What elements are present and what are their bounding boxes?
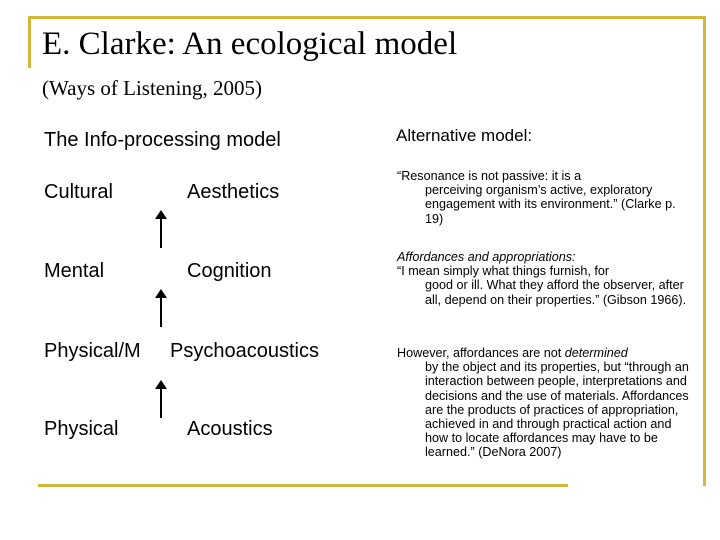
frame-bottom-line [38, 484, 568, 487]
up-arrow-icon [155, 210, 167, 248]
affordances-quote [397, 250, 697, 307]
up-arrow-icon [155, 380, 167, 418]
up-arrow-icon [155, 289, 167, 327]
affordances-label: Affordances and appropriations: [397, 250, 576, 264]
info-processing-heading: The Info-processing model [44, 129, 281, 151]
resonance-quote-first-line: “Resonance is not passive: it is a [397, 169, 582, 183]
level-physical-m: Physical/M [44, 340, 141, 362]
frame-left-line [28, 16, 31, 68]
level-physical: Physical [44, 418, 119, 440]
process-acoustics: Acoustics [187, 418, 273, 440]
denora-quote-prefix: However, affordances are not [397, 346, 565, 360]
denora-quote-rest: by the object and its properties, but “through an interaction between people, interpretations and decisions and the use of materials. Affordances are the products of practices of appropriation, achieved in and through practical action and how to locate affordances may have to be learned.” (DeNora 2007) [425, 360, 689, 460]
denora-quote-emphasis: determined [564, 346, 628, 360]
slide-title: E. Clarke: An ecological model [42, 26, 458, 62]
affordances-quote-first-line: “I mean simply what things furnish, for [397, 264, 610, 279]
frame-right-line [703, 16, 706, 486]
affordances-quote-rest: good or ill. What they afford the observer, after all, depend on their properties.” (Gibson 1966). [425, 278, 687, 307]
process-psychoacoustics: Psychoacoustics [170, 340, 319, 362]
level-cultural: Cultural [44, 181, 113, 203]
level-mental: Mental [44, 260, 105, 282]
alternative-model-heading: Alternative model: [396, 126, 533, 145]
frame-top-line [28, 16, 706, 19]
denora-quote-first-line [397, 346, 697, 360]
process-cognition: Cognition [187, 260, 272, 282]
resonance-quote-rest: perceiving organism’s active, exploratory engagement with its environment.” (Clarke p. 19) [425, 183, 676, 226]
denora-quote [397, 346, 697, 460]
slide-subtitle: (Ways of Listening, 2005) [42, 76, 262, 100]
process-aesthetics: Aesthetics [187, 181, 280, 203]
resonance-quote [397, 169, 697, 226]
